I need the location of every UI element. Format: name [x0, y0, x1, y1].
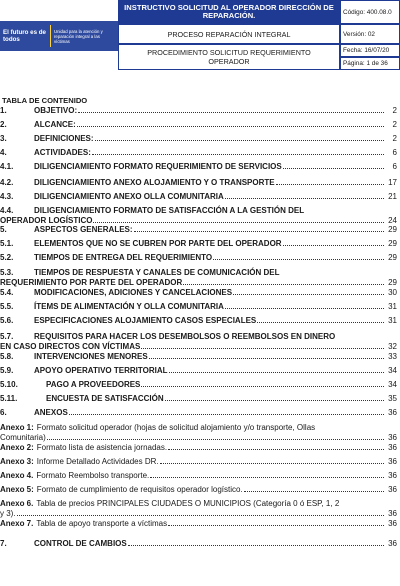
toc-entry-page: 36 [388, 519, 397, 528]
toc-dot-leader [225, 197, 384, 199]
toc-entry-label: OBJETIVO: [34, 106, 78, 115]
toc-entry-page: 34 [388, 380, 397, 389]
toc-dot-leader [93, 221, 384, 223]
toc-entry[interactable] [0, 192, 400, 202]
toc-dot-leader [149, 357, 384, 359]
toc-dot-leader [160, 462, 384, 464]
toc-entry[interactable] [0, 148, 400, 158]
toc-entry-number: 4.1. [0, 162, 14, 171]
toc-entry[interactable] [0, 539, 400, 549]
document-code: Código: 400.08.0 [340, 0, 400, 24]
toc-dot-leader [78, 111, 384, 113]
toc-entry-page: 30 [388, 288, 397, 297]
toc-entry-number: Anexo 3: [0, 457, 34, 466]
toc-entry-number: 5.3. [0, 268, 14, 277]
toc-entry-label: TIEMPOS DE ENTREGA DEL REQUERIMIENTO [34, 253, 213, 262]
toc-dot-leader [92, 153, 384, 155]
toc-entry-number: Anexo 2: [0, 443, 34, 452]
toc-entry[interactable] [0, 519, 400, 529]
toc-dot-leader [257, 321, 384, 323]
toc-entry-label: REQUERIMIENTO POR PARTE DEL OPERADOR [0, 278, 183, 287]
toc-entry-page: 24 [388, 216, 397, 225]
toc-entry-page: 36 [388, 408, 397, 417]
toc-entry-label: TIEMPOS DE RESPUESTA Y CANALES DE COMUNICACIÓN DEL [34, 268, 280, 277]
toc-entry-number: 5.6. [0, 316, 14, 325]
toc-entry-label: Comunitaria) [0, 433, 46, 442]
toc-dot-leader [128, 544, 384, 546]
toc-entry-number: 4.2. [0, 178, 14, 187]
toc-entry-number: 6. [0, 408, 7, 417]
toc-entry-number: 3. [0, 134, 7, 143]
toc-entry[interactable] [0, 423, 400, 443]
toc-entry[interactable] [0, 253, 400, 263]
toc-entry-number: 5.11. [0, 394, 18, 403]
toc-entry-page: 36 [388, 443, 397, 452]
toc-entry-page: 29 [388, 253, 397, 262]
toc-entry-page: 2 [392, 134, 397, 143]
toc-entry-number: Anexo 7. [0, 519, 34, 528]
toc-entry-page: 6 [392, 148, 397, 157]
toc-dot-leader [225, 307, 384, 309]
toc-entry-page: 2 [392, 106, 397, 115]
toc-entry-label: DILIGENCIAMIENTO ANEXO OLLA COMUNITARIA [34, 192, 224, 201]
document-date: Fecha: 16/07/20 [340, 44, 400, 57]
toc-entry-page: 6 [392, 162, 397, 171]
toc-entry-number: 2. [0, 120, 7, 129]
toc-entry-number: 7. [0, 539, 7, 548]
toc-dot-leader [141, 347, 384, 349]
toc-entry-number: Anexo 5: [0, 485, 34, 494]
toc-entry[interactable] [0, 178, 400, 188]
toc-entry[interactable] [0, 302, 400, 312]
toc-dot-leader [213, 258, 384, 260]
toc-entry-label: Tabla de apoyo transporte a víctimas [36, 519, 168, 528]
toc-entry-label: Formato Reembolso transporte. [36, 471, 150, 480]
toc-entry[interactable] [0, 288, 400, 298]
toc-entry-number: 5.1. [0, 239, 14, 248]
toc-entry[interactable] [0, 380, 400, 390]
logo-main-text: El futuro es de todos [3, 29, 46, 43]
toc-dot-leader [69, 413, 384, 415]
document-version: Versión: 02 [340, 24, 400, 44]
toc-entry-page: 36 [388, 539, 397, 548]
process-name: PROCESO REPARACIÓN INTEGRAL [118, 24, 340, 44]
toc-entry-label: ÍTEMS DE ALIMENTACIÓN Y OLLA COMUNITARIA [34, 302, 224, 311]
toc-entry[interactable] [0, 499, 400, 519]
toc-entry-page: 35 [388, 394, 397, 403]
toc-entry-label: DILIGENCIAMIENTO FORMATO REQUERIMIENTO DE SERVICIOS [34, 162, 282, 171]
toc-entry[interactable] [0, 471, 400, 481]
procedure-name: PROCEDIMIENTO SOLICITUD REQUERIMIENTO OPERADOR [118, 44, 340, 70]
toc-entry-label: REQUISITOS PARA HACER LOS DESEMBOLSOS O REEMBOLSOS EN DINERO [34, 332, 336, 341]
toc-dot-leader [168, 448, 384, 450]
document-header [0, 0, 400, 70]
toc-dot-leader [141, 385, 384, 387]
toc-entry[interactable] [0, 268, 400, 288]
toc-entry-label: ESPECIFICACIONES ALOJAMIENTO CASOS ESPECIALES [34, 316, 257, 325]
toc-entry-page: 34 [388, 366, 397, 375]
logo-cell [0, 0, 118, 70]
toc-entry-label: Informe Detallado Actividades DR. [36, 457, 159, 466]
toc-heading: TABLA DE CONTENIDO [2, 96, 88, 105]
toc-entry[interactable] [0, 457, 400, 467]
toc-entry-page: 36 [388, 457, 397, 466]
toc-entry[interactable] [0, 408, 400, 418]
toc-entry-label: CONTROL DE CAMBIOS [34, 539, 127, 548]
toc-entry-label: DILIGENCIAMIENTO ANEXO ALOJAMIENTO Y O TRANSPORTE [34, 178, 275, 187]
toc-entry-page: 36 [388, 471, 397, 480]
toc-dot-leader [276, 183, 384, 185]
toc-dot-leader [283, 167, 384, 169]
toc-entry[interactable] [0, 120, 400, 130]
toc-dot-leader [183, 283, 384, 285]
toc-entry[interactable] [0, 206, 400, 226]
toc-entry[interactable] [0, 225, 400, 235]
toc-entry-label: ENCUESTA DE SATISFACCIÓN [46, 394, 164, 403]
toc-dot-leader [150, 476, 384, 478]
toc-entry-label: Tabla de precios PRINCIPALES CIUDADES O MUNICIPIOS (Categoría 0 ó ESP, 1, 2 [36, 499, 340, 508]
toc-entry[interactable] [0, 352, 400, 362]
toc-entry-page: 32 [388, 342, 397, 351]
toc-entry-number: 5.7. [0, 332, 14, 341]
toc-entry-page: 21 [388, 192, 397, 201]
toc-entry-number: 1. [0, 106, 7, 115]
toc-entry-label: Formato de cumplimiento de requisitos operador logístico. [36, 485, 243, 494]
toc-dot-leader [233, 293, 384, 295]
toc-entry-page: 36 [388, 485, 397, 494]
toc-entry-label: DILIGENCIAMIENTO FORMATO DE SATISFACCIÓN A LA GESTIÓN DEL [34, 206, 305, 215]
toc-entry[interactable] [0, 443, 400, 453]
toc-entry-page: 29 [388, 278, 397, 287]
toc-entry[interactable] [0, 106, 400, 116]
toc-entry-label: OPERADOR LOGÍSTICO [0, 216, 93, 225]
toc-entry-label: INTERVENCIONES MENORES [34, 352, 148, 361]
toc-entry-page: 17 [388, 178, 397, 187]
toc-entry-label: ELEMENTOS QUE NO SE CUBREN POR PARTE DEL OPERADOR [34, 239, 282, 248]
toc-entry-label: Formato solicitud operador (hojas de solicitud alojamiento y/o transporte, Ollas [36, 423, 316, 432]
toc-entry-page: 2 [392, 120, 397, 129]
toc-entry[interactable] [0, 366, 400, 376]
toc-entry-number: Anexo 4. [0, 471, 34, 480]
toc-entry-number: 5.2. [0, 253, 14, 262]
toc-entry-number: Anexo 1: [0, 423, 34, 432]
toc-entry-page: 36 [388, 433, 397, 442]
logo-sub-text: Unidad para la atención y reparación integral a las víctimas [54, 28, 103, 44]
toc-entry-number: 5.5. [0, 302, 14, 311]
toc-entry[interactable] [0, 134, 400, 144]
toc-entry[interactable] [0, 162, 400, 172]
toc-entry-number: 5.10. [0, 380, 18, 389]
toc-entry-page: 33 [388, 352, 397, 361]
toc-dot-leader [169, 371, 385, 373]
toc-dot-leader [134, 230, 384, 232]
toc-entry-page: 31 [388, 316, 397, 325]
toc-entry[interactable] [0, 316, 400, 326]
toc-entry-label: EN CASO DIRECTOS CON VÍCTIMAS [0, 342, 141, 351]
toc-entry-label: APOYO OPERATIVO TERRITORIAL [34, 366, 168, 375]
document-title: INSTRUCTIVO SOLICITUD AL OPERADOR DIRECCIÓN DE REPARACIÓN. [118, 0, 340, 24]
toc-entry-page: 29 [388, 225, 397, 234]
logo-divider [50, 25, 51, 47]
toc-entry[interactable] [0, 239, 400, 249]
toc-dot-leader [77, 125, 384, 127]
toc-dot-leader [244, 490, 384, 492]
toc-entry-number: Anexo 6. [0, 499, 34, 508]
toc-entry-label: ACTIVIDADES: [34, 148, 91, 157]
toc-entry-number: 4.4. [0, 206, 14, 215]
toc-dot-leader [17, 514, 384, 516]
toc-entry-page: 29 [388, 239, 397, 248]
toc-entry-label: ANEXOS [34, 408, 68, 417]
toc-entry-label: ASPECTOS GENERALES: [34, 225, 133, 234]
toc-entry-number: 4.3. [0, 192, 14, 201]
toc-entry-number: 4. [0, 148, 7, 157]
toc-dot-leader [168, 524, 384, 526]
toc-entry-number: 5.8. [0, 352, 14, 361]
toc-entry-label: MODIFICACIONES, ADICIONES Y CANCELACIONES [34, 288, 233, 297]
toc-entry-label: Formato lista de asistencia jornadas. [36, 443, 168, 452]
toc-dot-leader [47, 438, 384, 440]
toc-entry[interactable] [0, 485, 400, 495]
toc-entry[interactable] [0, 332, 400, 352]
toc-entry-number: 5.9. [0, 366, 14, 375]
toc-entry-number: 5. [0, 225, 7, 234]
page-indicator: Página: 1 de 36 [340, 57, 400, 70]
toc-entry-label: y 3). [0, 509, 16, 518]
toc-entry-label: DEFINICIONES: [34, 134, 94, 143]
toc-entry-label: PAGO A PROVEEDORES [46, 380, 141, 389]
toc-entry-number: 5.4. [0, 288, 14, 297]
toc-entry-label: ALCANCE: [34, 120, 76, 129]
toc-entry[interactable] [0, 394, 400, 404]
toc-dot-leader [283, 244, 384, 246]
unidad-victimas-logo [0, 21, 118, 51]
toc-entry-page: 31 [388, 302, 397, 311]
toc-dot-leader [165, 399, 384, 401]
toc-entry-page: 36 [388, 509, 397, 518]
toc-dot-leader [95, 139, 384, 141]
